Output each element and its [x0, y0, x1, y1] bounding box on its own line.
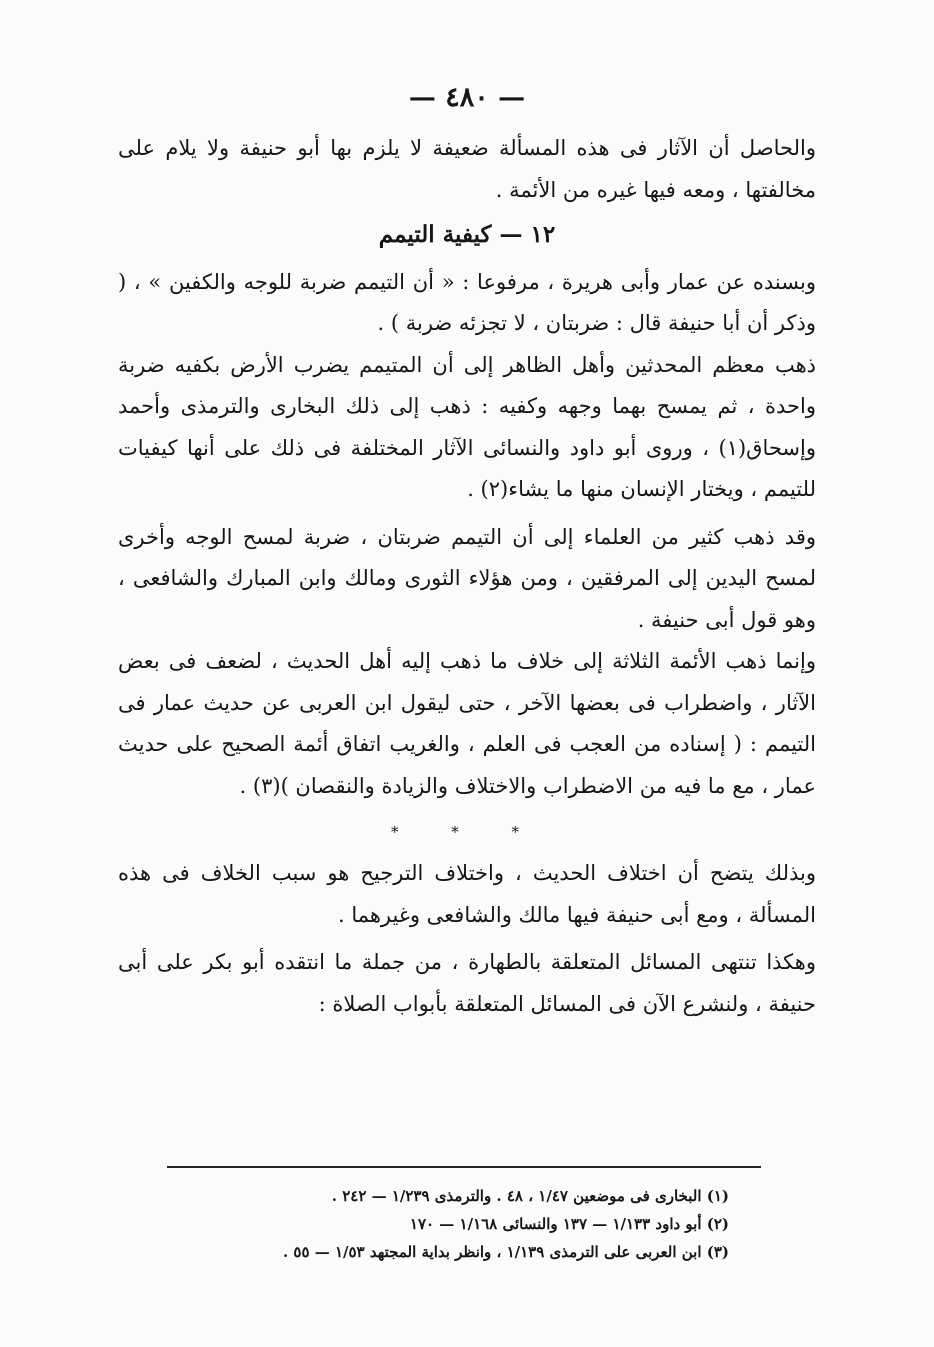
footnotes [169, 1182, 729, 1266]
paragraph-summary: وبذلك يتضح أن اختلاف الحديث ، واختلاف الترجيح هو سبب الخلاف فى هذه المسألة ، ومع أبى حنيفة فيها مالك والشافعى وغيرهما . [118, 861, 816, 927]
footnote-1: (١) البخارى فى موضعين ١/٤٧ ، ٤٨ . والترمذى ١/٢٣٩ — ٢٤٢ . [331, 1187, 729, 1205]
footnote-2: (٢) أبو داود ١/١٣٣ — ١٣٧ والنسائى ١/١٦٨ — ١٧٠ [409, 1215, 729, 1233]
footnote-divider [167, 1166, 761, 1168]
footnote-3: (٣) ابن العربى على الترمذى ١/١٣٩ ، وانظر بداية المجتهد ١/٥٣ — ٥٥ . [282, 1243, 729, 1261]
paragraph-conclusion: والحاصل أن الآثار فى هذه المسألة ضعيفة لا يلزم بها أبو حنيفة ولا يلام على مخالفتها ، ومعه فيها غيره من الأئمة . [118, 136, 816, 202]
main-text [118, 128, 816, 1025]
section-separator: * * * [390, 823, 544, 841]
paragraph-majority-view: ذهب معظم المحدثين وأهل الظاهر إلى أن المتيمم يضرب الأرض بكفيه ضربة واحدة ، ثم يمسح بهما وجهه وكفيه : ذهب إلى ذلك البخارى والترمذى وأحمد وإسحاق(١) ، وروى أبو داود والنسائى الآثار المختلفة فى ذلك على أنها كيفيات للتيمم ، ويختار الإنسان منها ما يشاء(٢) . [118, 352, 816, 501]
paragraph-transition: وهكذا تنتهى المسائل المتعلقة بالطهارة ، من جملة ما انتقده أبو بكر على أبى حنيفة ، ولنشرع الآن فى المسائل المتعلقة بأبواب الصلاة : [118, 950, 816, 1016]
section-heading: ١٢ — كيفية التيمم [378, 221, 556, 248]
paragraph-two-strikes: وقد ذهب كثير من العلماء إلى أن التيمم ضربتان ، ضربة لمسح الوجه وأخرى لمسح اليدين إلى المرفقين ، ومن هؤلاء الثورى ومالك وابن المبارك والشافعى ، وهو قول أبى حنيفة . [118, 524, 816, 632]
page-number: — ٤٨٠ — [408, 82, 526, 113]
paragraph-three-imams: وإنما ذهب الأئمة الثلاثة إلى خلاف ما ذهب إليه أهل الحديث ، لضعف فى بعض الآثار ، واضطراب فى بعضها الآخر ، حتى ليقول ابن العربى عن حديث عمار فى التيمم : ( إسناده من العجب فى العلم ، والغريب اتفاق أئمة الصحيح على حديث عمار ، مع ما فيه من الاضطراب والاختلاف والزيادة والنقصان )(٣) . [118, 649, 816, 798]
paragraph-hadith: وبسنده عن عمار وأبى هريرة ، مرفوعا : « أن التيمم ضربة للوجه والكفين » ، ( وذكر أن أبا حنيفة قال : ضربتان ، لا تجزئه ضربة ) . [118, 269, 816, 335]
